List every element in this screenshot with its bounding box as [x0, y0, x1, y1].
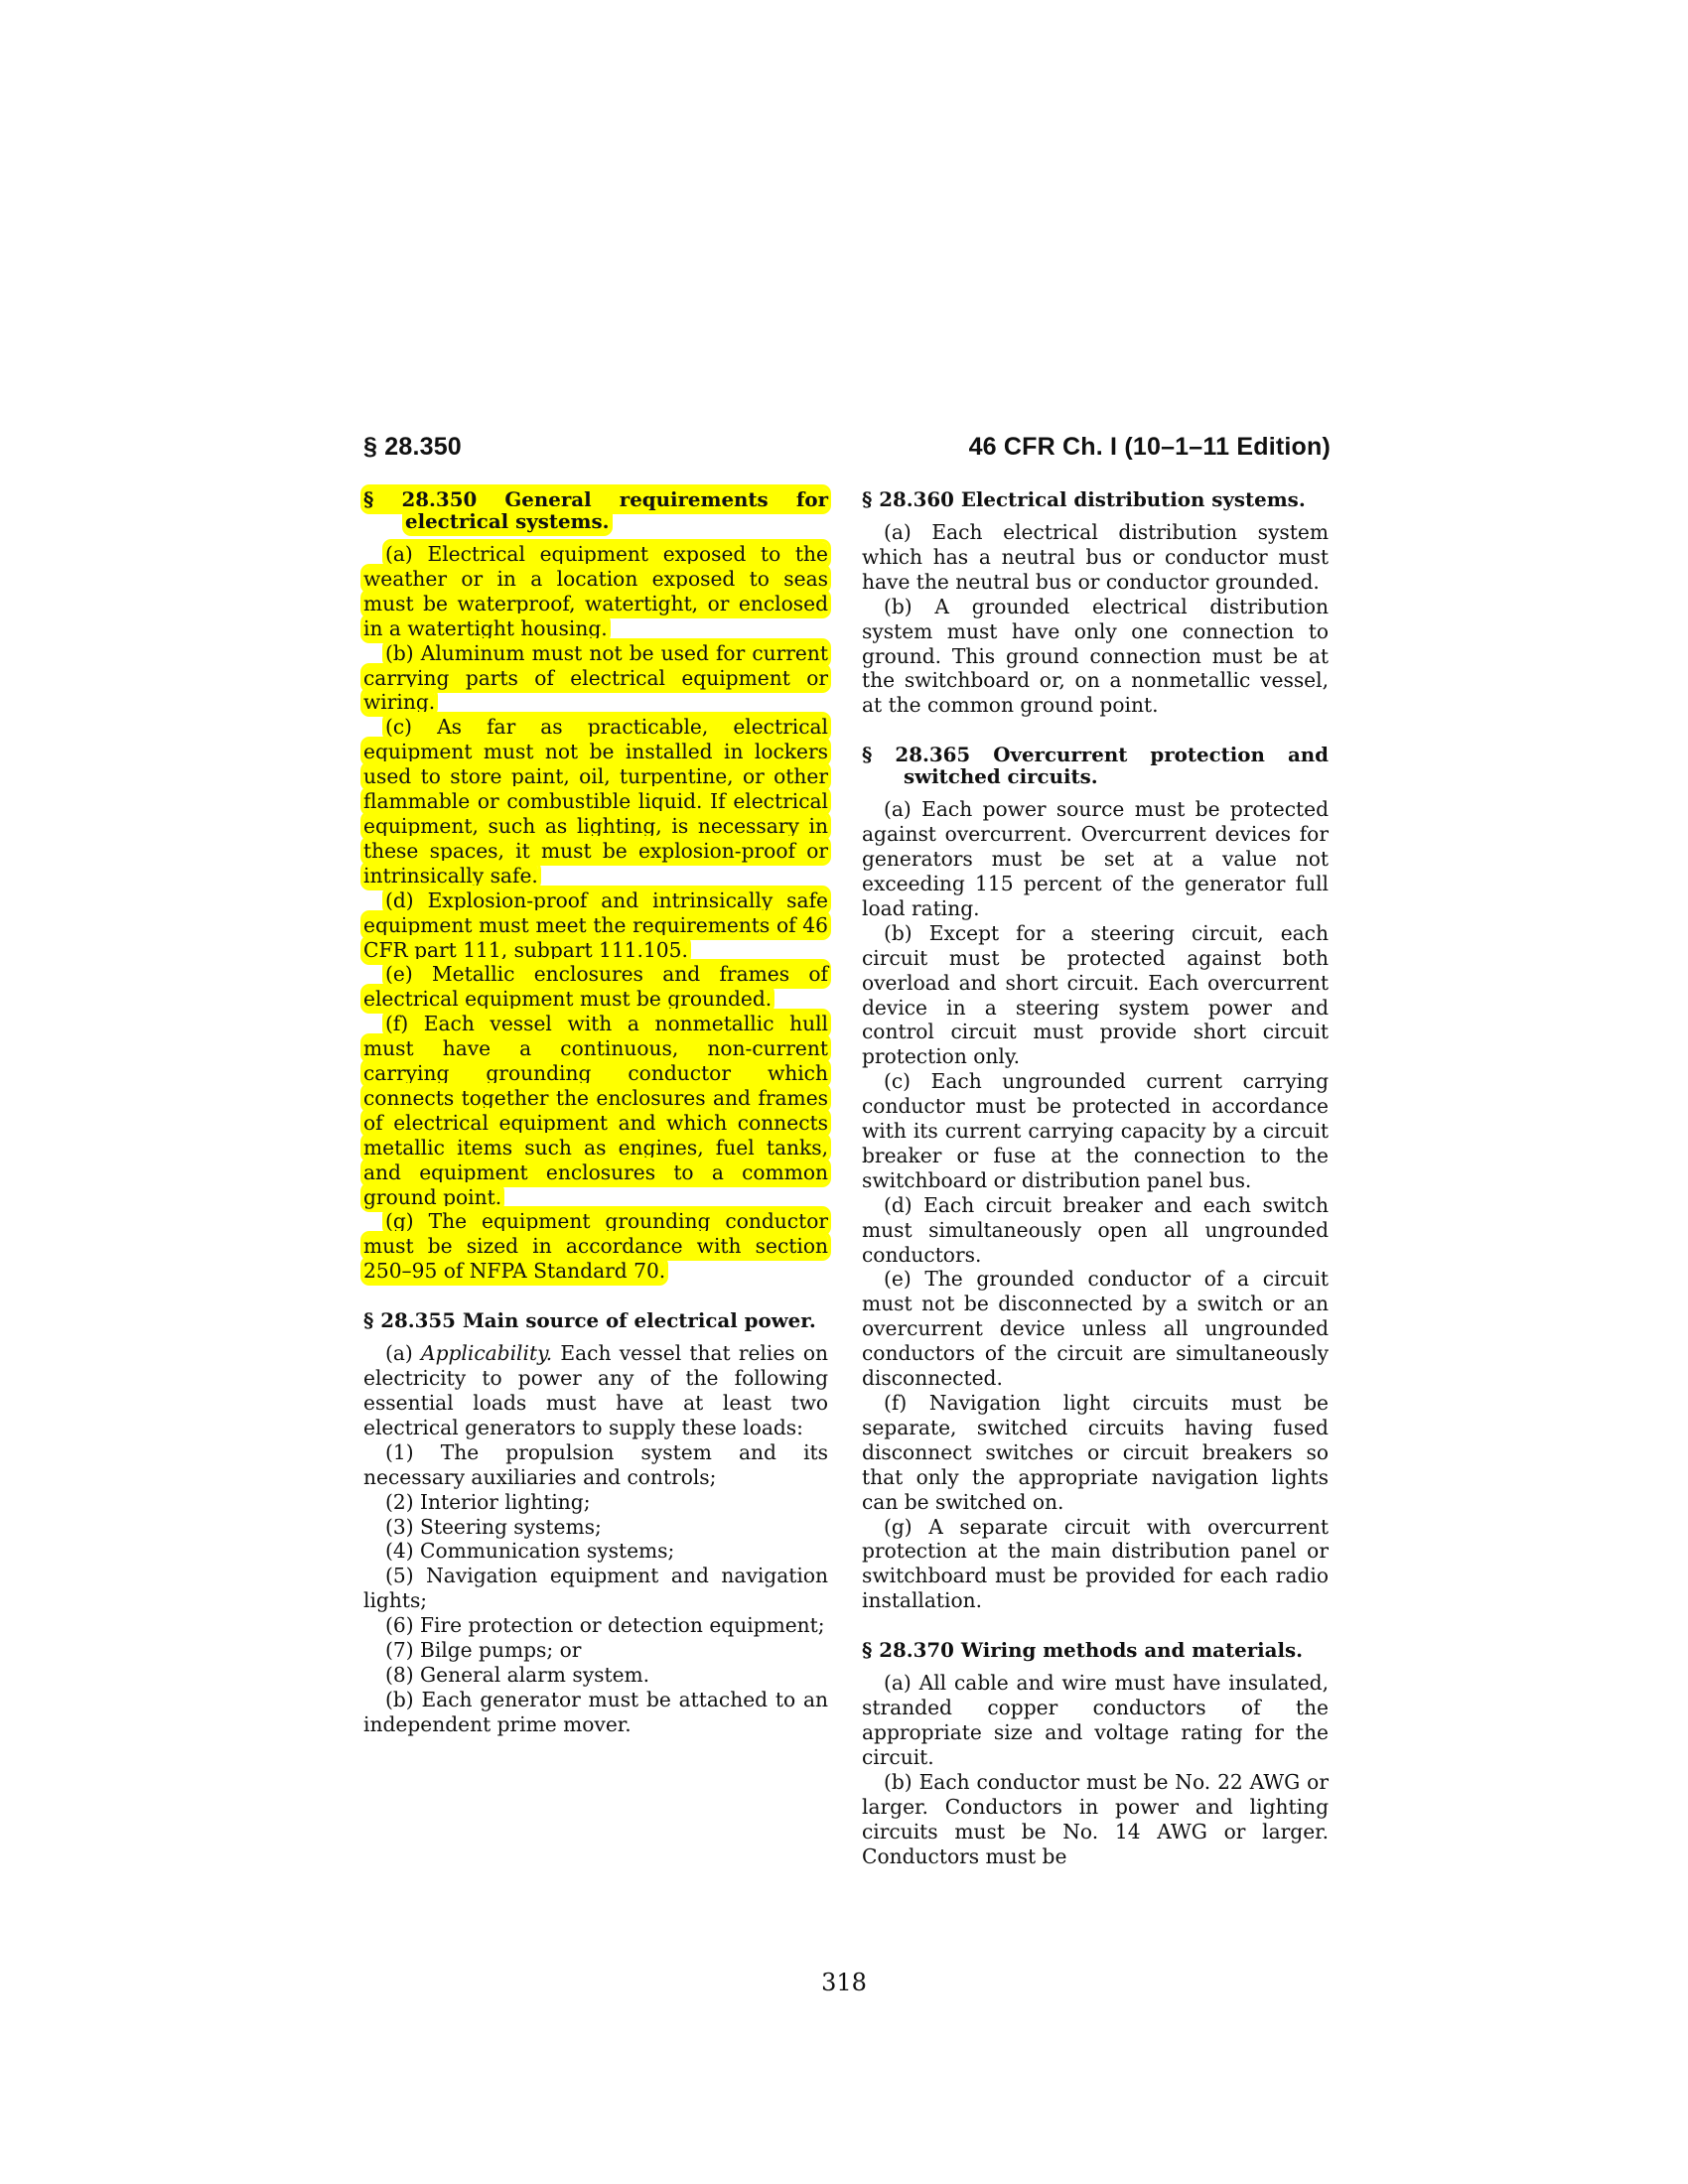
list-item: (4) Communication systems;: [385, 1539, 675, 1564]
paragraph-d: (d) Explosion-proof and intrinsically safe equipment must meet the requirements of 46 CFR part 111, subpart 111.105.: [363, 887, 828, 962]
section-28-370: [862, 1639, 1329, 1868]
paragraph-f: (f) Navigation light circuits must be separate, switched circuits having fused disconnect switches or circuit breakers so that only the appropriate navigation lights can be switched on.: [862, 1391, 1329, 1514]
list-item: (2) Interior lighting;: [385, 1489, 591, 1514]
list-item: (8) General alarm system.: [385, 1662, 650, 1687]
list-item: (1) The propulsion system and its necessary auxiliaries and controls;: [363, 1439, 828, 1489]
paragraph-a: (a) Applicability. Each vessel that relies on electricity to power any of the following essential loads must have at least two electrical generators to supply these loads:: [363, 1341, 828, 1439]
paragraph-c: (c) Each ungrounded current carrying conductor must be protected in accordance with its current carrying capacity by a circuit breaker or fuse at the connection to the switchboard or distribution panel bus.: [862, 1069, 1329, 1192]
left-column: [363, 488, 828, 1763]
list-item: (3) Steering systems;: [385, 1514, 602, 1539]
section-heading: § 28.350 General requirements for electrical systems.: [363, 487, 828, 533]
paragraph-g: (g) The equipment grounding conductor must be sized in accordance with section 250–95 of NFPA Standard 70.: [363, 1209, 828, 1284]
running-head-section: § 28.350: [363, 433, 462, 461]
applicability-label: Applicability.: [420, 1341, 553, 1366]
section-heading: § 28.355 Main source of electrical power.: [363, 1308, 816, 1333]
section-heading: § 28.360 Electrical distribution systems.: [862, 487, 1306, 511]
paragraph-e: (e) Metallic enclosures and frames of electrical equipment must be grounded.: [363, 962, 828, 1012]
paragraph-g: (g) A separate circuit with overcurrent protection at the main distribution panel or switchboard must be provided for each radio installation.: [862, 1514, 1329, 1613]
section-28-365: [862, 744, 1329, 1613]
paragraph-a: (a) All cable and wire must have insulated, stranded copper conductors of the appropriate size and voltage rating for the circuit.: [862, 1671, 1329, 1769]
section-heading: § 28.365 Overcurrent protection and switched circuits.: [862, 743, 1329, 789]
paragraph-d: (d) Each circuit breaker and each switch must simultaneously open all ungrounded conductors.: [862, 1192, 1329, 1267]
list-item: (5) Navigation equipment and navigation lights;: [363, 1564, 828, 1613]
list-item: (7) Bilge pumps; or: [385, 1638, 582, 1663]
right-column: [862, 488, 1329, 1894]
paragraph-a: (a) Each power source must be protected against overcurrent. Overcurrent devices for generators must be set at a value not exceeding 115 percent of the generator full load rating.: [862, 797, 1329, 920]
paragraph-a: (a) Each electrical distribution system which has a neutral bus or conductor must have the neutral bus or conductor grounded.: [862, 520, 1329, 594]
paragraph-b: (b) Except for a steering circuit, each circuit must be protected against both overload and short circuit. Each overcurrent device in a steering system power and control circuit must provide short circuit protection only.: [862, 920, 1329, 1069]
paragraph-c: (c) As far as practicable, electrical equipment must not be installed in lockers used to store paint, oil, turpentine, or other flammable or combustible liquid. If electrical equipment, such as lighting, is necessary in these spaces, it must be explosion-proof or intrinsically safe.: [363, 715, 828, 887]
paragraph-b: (b) A grounded electrical distribution system must have only one connection to ground. This ground connection must be at the switchboard or, on a nonmetallic vessel, at the common ground point.: [862, 594, 1329, 718]
list-item: (6) Fire protection or detection equipment;: [385, 1613, 825, 1638]
paragraph-b: (b) Each generator must be attached to an independent prime mover.: [363, 1687, 828, 1736]
section-28-360: [862, 488, 1329, 718]
paragraph-e: (e) The grounded conductor of a circuit must not be disconnected by a switch or an overcurrent device unless all ungrounded conductors of the circuit are simultaneously disconnected.: [862, 1267, 1329, 1391]
section-28-350: [363, 488, 828, 1284]
section-28-355: [363, 1309, 828, 1737]
running-head-title: 46 CFR Ch. I (10–1–11 Edition): [968, 433, 1331, 461]
page-number: 318: [821, 1969, 867, 1996]
paragraph-b: (b) Each conductor must be No. 22 AWG or larger. Conductors in power and lighting circuits must be No. 14 AWG or larger. Conductors must be: [862, 1769, 1329, 1868]
paragraph-b: (b) Aluminum must not be used for current carrying parts of electrical equipment or wiring.: [363, 640, 828, 715]
paragraph-a: (a) Electrical equipment exposed to the weather or in a location exposed to seas must be waterproof, watertight, or enclosed in a watertight housing.: [363, 542, 828, 640]
paragraph-f: (f) Each vessel with a nonmetallic hull must have a continuous, non-current carrying grounding conductor which connects together the enclosures and frames of electrical equipment and which connects metallic items such as engines, fuel tanks, and equipment enclosures to a common ground point.: [363, 1012, 828, 1209]
section-heading: § 28.370 Wiring methods and materials.: [862, 1638, 1304, 1663]
